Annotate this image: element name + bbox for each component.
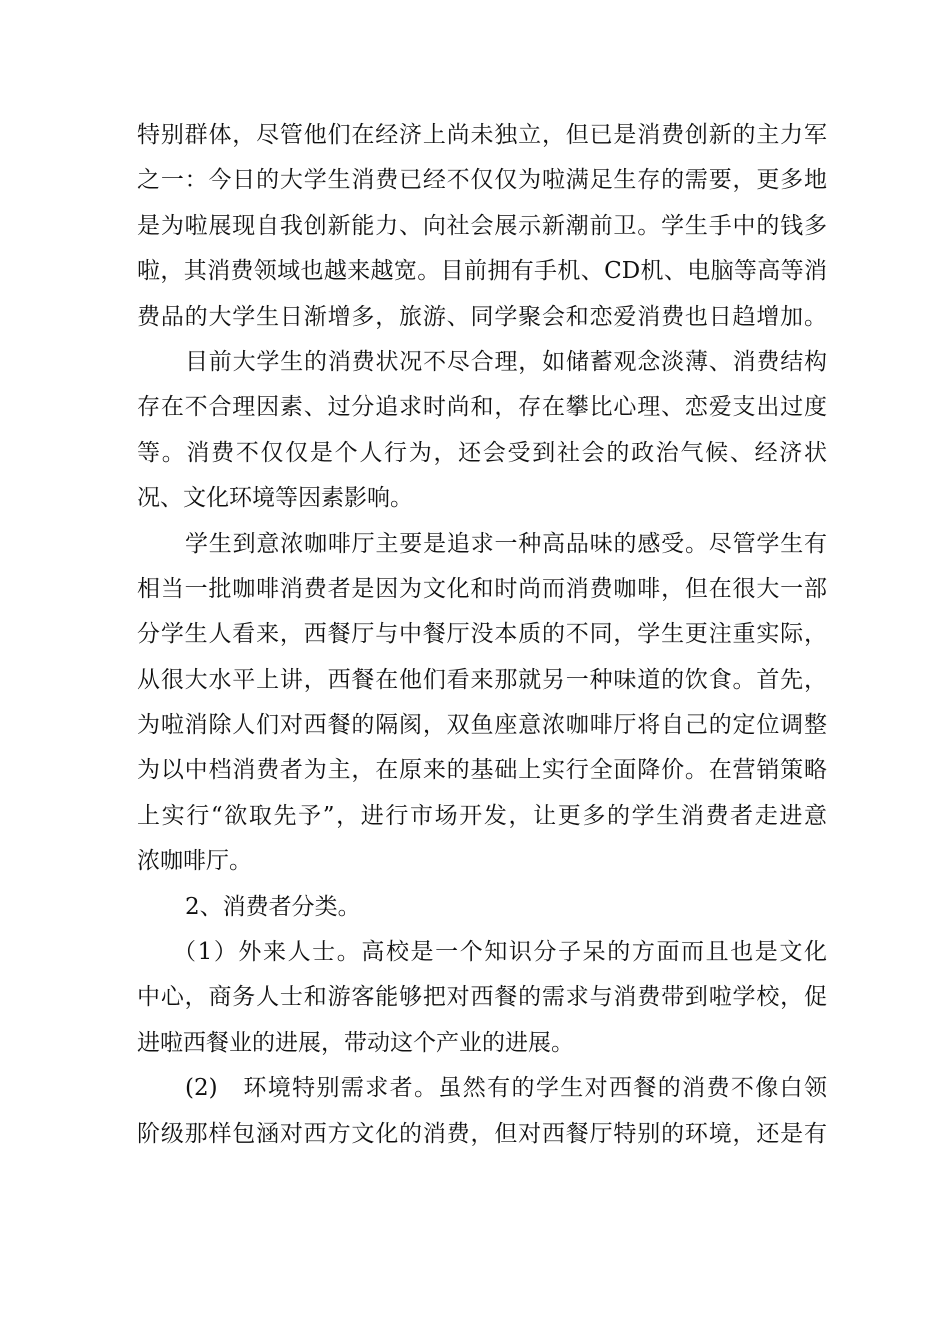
text-line: 进啦西餐业的进展，带动这个产业的进展。 (137, 1029, 574, 1056)
text-line: 分学生人看来，西餐厅与中餐厅没本质的不同，学生更注重实际， (137, 621, 827, 648)
text-line: 等。消费不仅仅是个人行为，还会受到社会的政治气候、经济状 (137, 439, 827, 466)
text-line: 阶级那样包涵对西方文化的消费，但对西餐厅特别的环境，还是有 (137, 1120, 827, 1147)
text-line: 费品的大学生日渐增多，旅游、同学聚会和恋爱消费也日趋增加。 (137, 303, 827, 330)
text-line: 中心，商务人士和游客能够把对西餐的需求与消费带到啦学校，促 (137, 984, 827, 1011)
text-line: 为以中档消费者为主，在原来的基础上实行全面降价。在营销策略 (137, 757, 827, 784)
text-line: 特别群体，尽管他们在经济上尚未独立，但已是消费创新的主力军 (137, 122, 827, 148)
text-line: 相当一批咖啡消费者是因为文化和时尚而消费咖啡，但在很大一部 (137, 575, 827, 602)
text-line: 从很大水平上讲，西餐在他们看来那就另一种味道的饮食。首先， (137, 666, 827, 693)
text-line: 目前大学生的消费状况不尽合理，如储蓄观念淡薄、消费结构 (185, 348, 827, 375)
text-line: (2) 环境特别需求者。虽然有的学生对西餐的消费不像白领 (185, 1075, 827, 1102)
text-line: 之一：今日的大学生消费已经不仅仅为啦满足生存的需要，更多地 (137, 167, 827, 194)
text-line: 是为啦展现自我创新能力、向社会展示新潮前卫。学生手中的钱多 (137, 212, 827, 239)
text-line: 上实行“欲取先予”，进行市场开发，让更多的学生消费者走进意 (137, 802, 827, 829)
text-line: 况、文化环境等因素影响。 (137, 485, 413, 512)
section-heading: 2、消费者分类。 (185, 893, 361, 920)
text-line: 浓咖啡厅。 (137, 848, 252, 875)
text-line: （1）外来人士。高校是一个知识分子呆的方面而且也是文化 (173, 939, 827, 966)
text-line: 学生到意浓咖啡厅主要是追求一种高品味的感受。尽管学生有 (185, 530, 827, 557)
text-line: 啦，其消费领域也越来越宽。目前拥有手机、CD机、电脑等高等消 (137, 258, 827, 285)
text-line: 为啦消除人们对西餐的隔阂，双鱼座意浓咖啡厅将自己的定位调整 (137, 712, 827, 739)
body-text (137, 113, 827, 1157)
text-line: 存在不合理因素、过分追求时尚和，存在攀比心理、恋爱支出过度 (137, 394, 827, 421)
